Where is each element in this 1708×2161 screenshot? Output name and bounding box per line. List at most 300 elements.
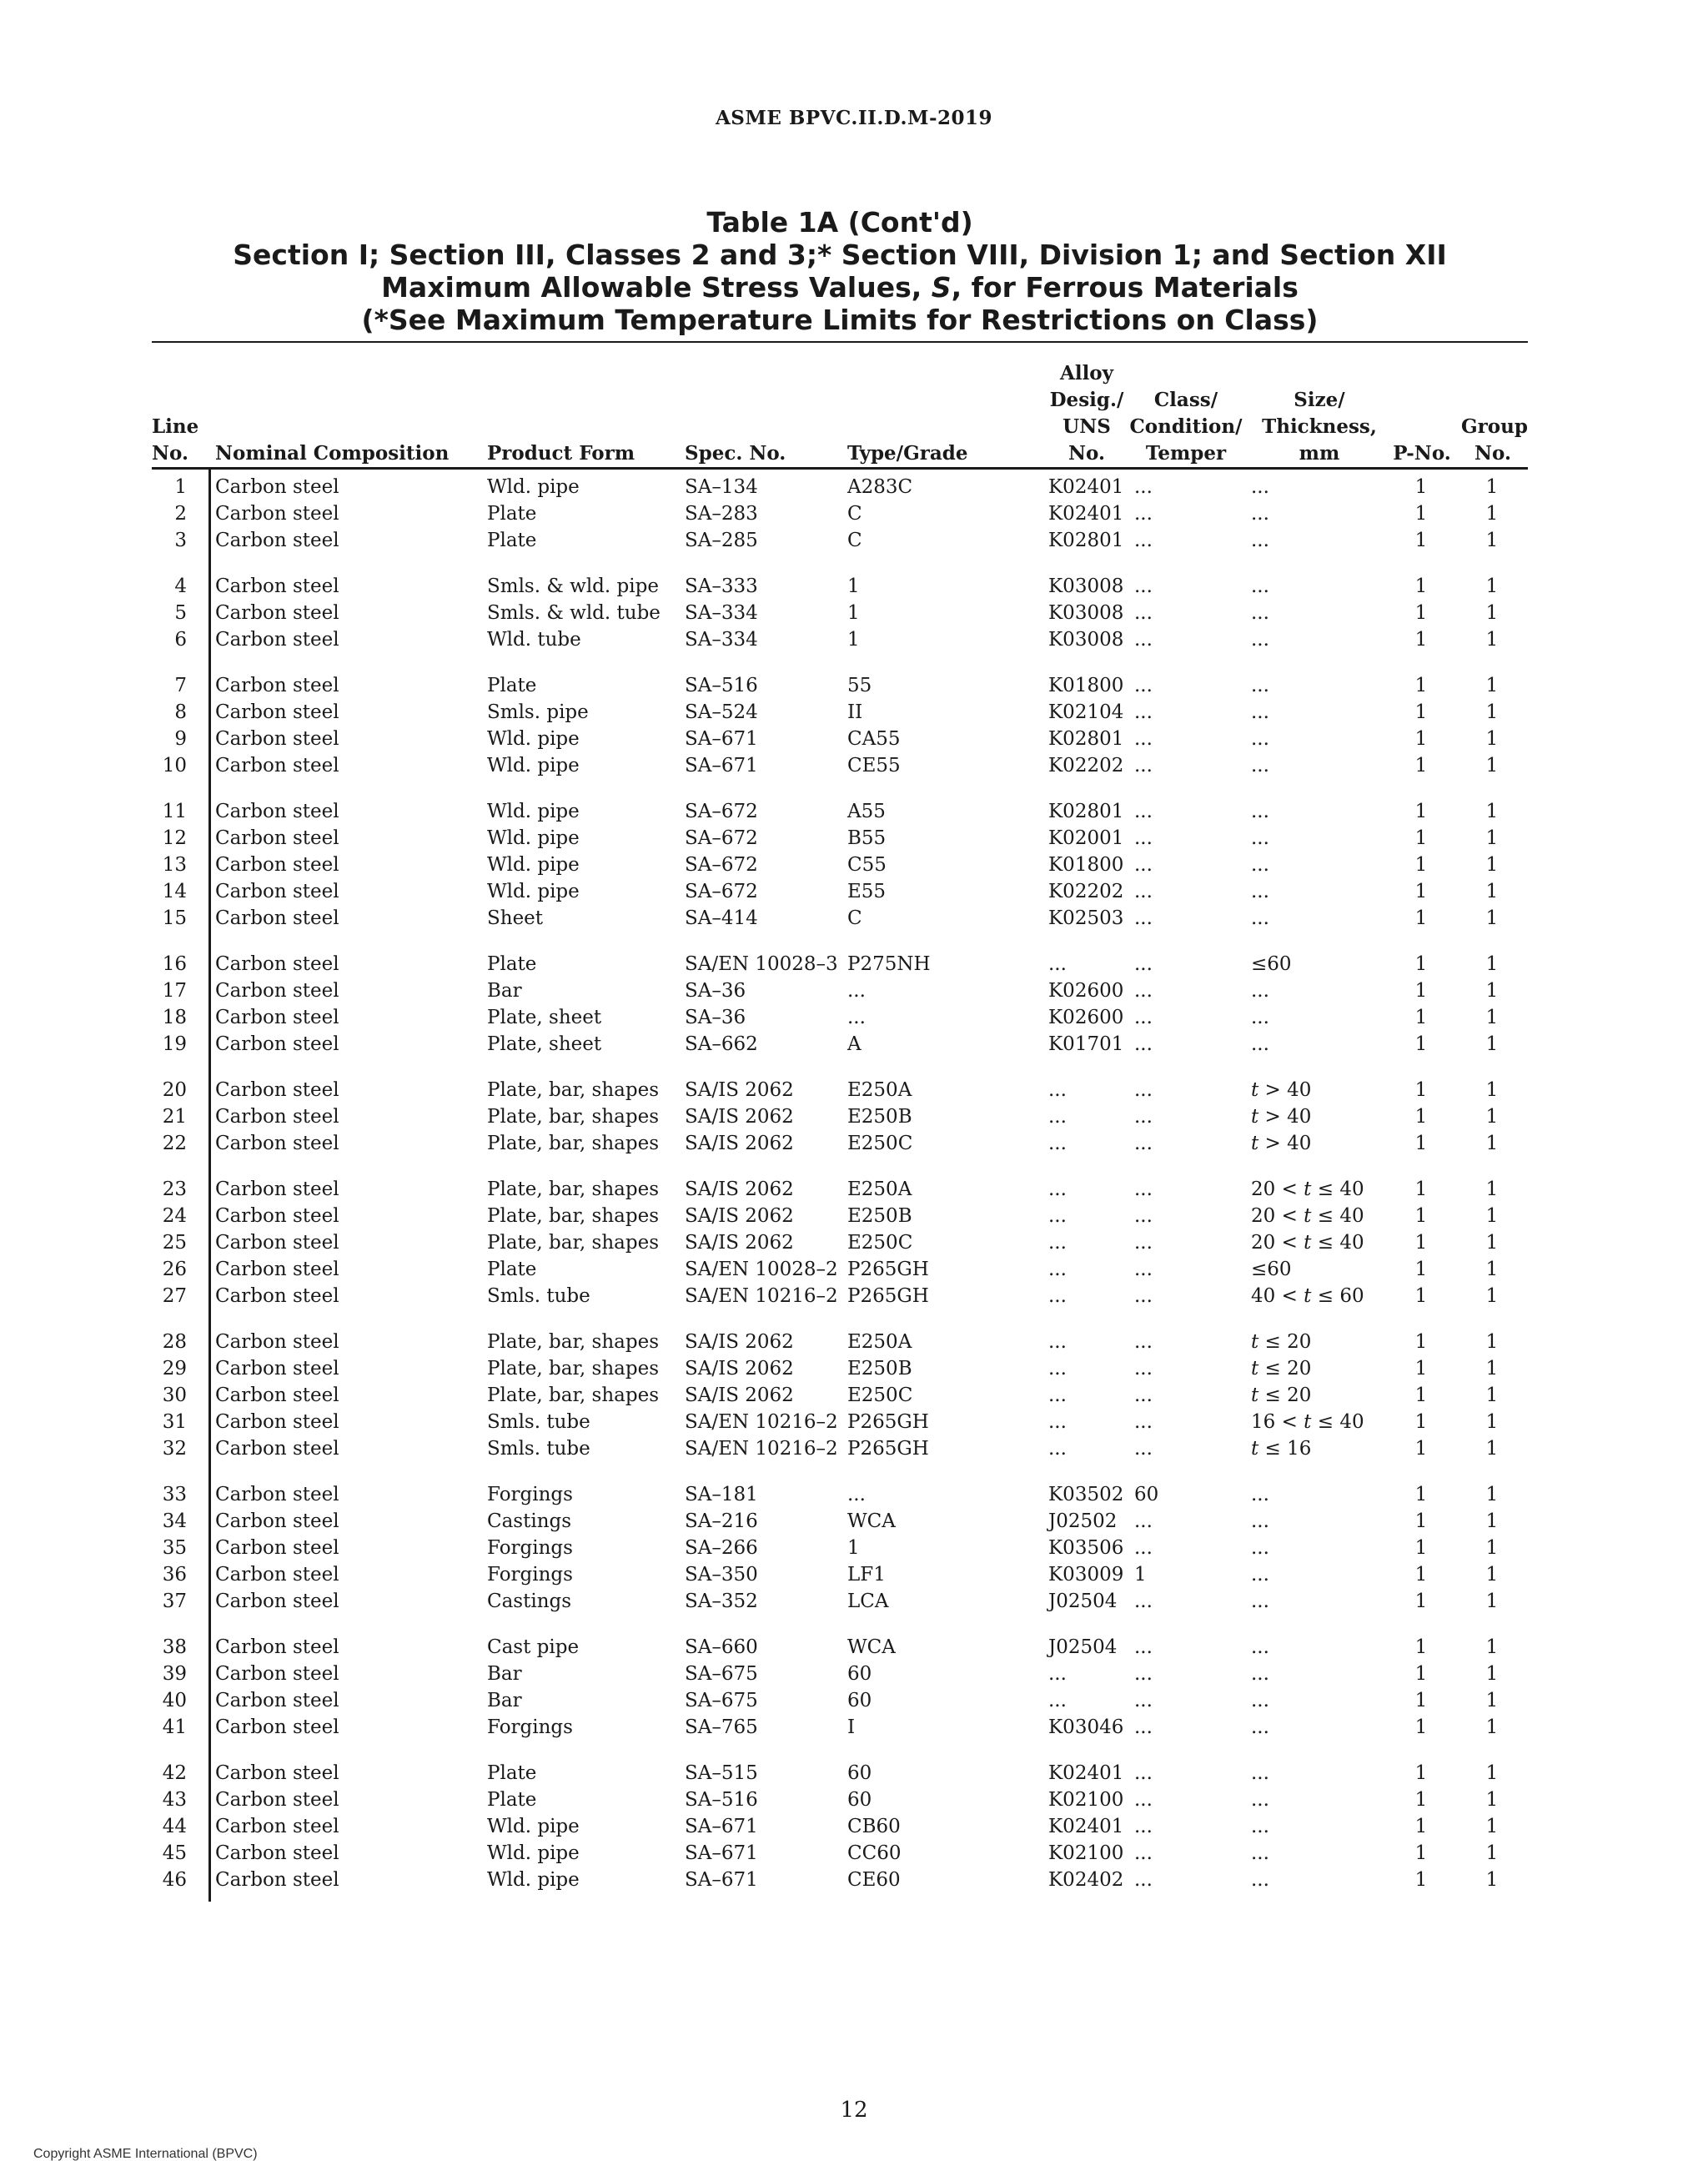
cell-class-condition: ... xyxy=(1134,1663,1153,1685)
cell-spec-no: SA–334 xyxy=(685,602,758,624)
cell-line-no: 10 xyxy=(162,755,187,776)
cell-nominal-composition: Carbon steel xyxy=(215,1411,339,1433)
cell-line-no: 39 xyxy=(162,1663,187,1685)
cell-type-grade: 60 xyxy=(847,1663,872,1685)
cell-nominal-composition: Carbon steel xyxy=(215,1636,339,1658)
cell-class-condition: ... xyxy=(1134,1007,1153,1028)
cell-p-no: 1 xyxy=(1414,1438,1428,1460)
table-title xyxy=(152,206,1528,336)
cell-line-no: 33 xyxy=(162,1484,187,1505)
cell-product-form: Bar xyxy=(487,1690,522,1711)
cell-line-no: 15 xyxy=(162,907,187,929)
cell-p-no: 1 xyxy=(1414,1079,1428,1101)
cell-product-form: Wld. pipe xyxy=(487,755,580,776)
cell-spec-no: SA–671 xyxy=(685,755,758,776)
table-row xyxy=(0,1840,1708,1867)
table-row xyxy=(0,1787,1708,1813)
cell-group-no: 1 xyxy=(1485,1564,1499,1586)
table-row xyxy=(0,672,1708,699)
cell-group-no: 1 xyxy=(1485,1510,1499,1532)
table-row xyxy=(0,1256,1708,1283)
cell-spec-no: SA–662 xyxy=(685,1033,758,1055)
cell-uns-no: K01800 xyxy=(1048,854,1124,876)
cell-product-form: Smls. pipe xyxy=(487,701,589,723)
cell-type-grade: 1 xyxy=(847,575,860,597)
cell-nominal-composition: Carbon steel xyxy=(215,701,339,723)
cell-size-thickness: ... xyxy=(1251,1663,1269,1685)
page-number: 12 xyxy=(840,2098,868,2123)
cell-nominal-composition: Carbon steel xyxy=(215,1033,339,1055)
cell-line-no: 34 xyxy=(162,1510,187,1532)
cell-spec-no: SA–285 xyxy=(685,530,758,551)
cell-class-condition: ... xyxy=(1134,907,1153,929)
cell-line-no: 14 xyxy=(162,881,187,902)
table-title-line-4: (*See Maximum Temperature Limits for Restrictions on Class) xyxy=(361,304,1319,336)
table-row xyxy=(0,1661,1708,1687)
cell-spec-no: SA–352 xyxy=(685,1591,758,1612)
cell-spec-no: SA–414 xyxy=(685,907,758,929)
table-row xyxy=(0,1561,1708,1588)
cell-size-thickness: ... xyxy=(1251,1537,1269,1559)
cell-class-condition: ... xyxy=(1134,801,1153,822)
cell-p-no: 1 xyxy=(1414,1789,1428,1811)
cell-line-no: 6 xyxy=(174,629,187,651)
cell-class-condition: ... xyxy=(1134,530,1153,551)
table-row xyxy=(0,1813,1708,1840)
cell-line-no: 16 xyxy=(162,953,187,975)
cell-product-form: Smls. tube xyxy=(487,1438,590,1460)
cell-nominal-composition: Carbon steel xyxy=(215,1007,339,1028)
cell-line-no: 13 xyxy=(162,854,187,876)
cell-size-thickness: ... xyxy=(1251,728,1269,750)
cell-group-no: 1 xyxy=(1485,854,1499,876)
table-row xyxy=(0,1409,1708,1435)
cell-group-no: 1 xyxy=(1485,980,1499,1002)
cell-group-no: 1 xyxy=(1485,1033,1499,1055)
cell-uns-no: ... xyxy=(1048,1663,1067,1685)
cell-spec-no: SA–675 xyxy=(685,1690,758,1711)
table-row xyxy=(0,1176,1708,1203)
cell-nominal-composition: Carbon steel xyxy=(215,953,339,975)
cell-product-form: Wld. pipe xyxy=(487,827,580,849)
col-header-uns-no xyxy=(1045,360,1128,467)
header-rule xyxy=(152,467,1528,470)
cell-class-condition: ... xyxy=(1134,675,1153,696)
cell-size-thickness: ... xyxy=(1251,980,1269,1002)
cell-group-no: 1 xyxy=(1485,701,1499,723)
cell-product-form: Plate, bar, shapes xyxy=(487,1079,660,1101)
cell-spec-no: SA–672 xyxy=(685,881,758,902)
cell-line-no: 32 xyxy=(162,1438,187,1460)
cell-p-no: 1 xyxy=(1414,575,1428,597)
table-row xyxy=(0,1867,1708,1893)
cell-product-form: Plate, sheet xyxy=(487,1033,602,1055)
cell-uns-no: K03502 xyxy=(1048,1484,1124,1505)
cell-type-grade: I xyxy=(847,1716,856,1738)
cell-product-form: Sheet xyxy=(487,907,544,929)
cell-class-condition: ... xyxy=(1134,1079,1153,1101)
cell-group-no: 1 xyxy=(1485,1789,1499,1811)
cell-size-thickness: ... xyxy=(1251,602,1269,624)
cell-size-thickness: 20 < t ≤ 40 xyxy=(1251,1205,1364,1227)
cell-p-no: 1 xyxy=(1414,1259,1428,1280)
cell-group-no: 1 xyxy=(1485,1133,1499,1154)
cell-uns-no: K03046 xyxy=(1048,1716,1124,1738)
cell-line-no: 36 xyxy=(162,1564,187,1586)
cell-type-grade: E250A xyxy=(847,1331,912,1353)
col-header-type-grade xyxy=(847,440,967,467)
cell-class-condition: ... xyxy=(1134,1358,1153,1380)
col-header-text: Product Form xyxy=(487,442,635,465)
cell-p-no: 1 xyxy=(1414,1762,1428,1784)
cell-p-no: 1 xyxy=(1414,755,1428,776)
cell-uns-no: ... xyxy=(1048,1690,1067,1711)
table-row xyxy=(0,1481,1708,1508)
table-row xyxy=(0,1634,1708,1661)
cell-size-thickness: ... xyxy=(1251,1564,1269,1586)
cell-type-grade: P265GH xyxy=(847,1285,929,1307)
cell-nominal-composition: Carbon steel xyxy=(215,1842,339,1864)
cell-size-thickness: t ≤ 20 xyxy=(1251,1358,1312,1380)
cell-class-condition: ... xyxy=(1134,1259,1153,1280)
cell-uns-no: K02401 xyxy=(1048,476,1124,498)
cell-nominal-composition: Carbon steel xyxy=(215,881,339,902)
cell-p-no: 1 xyxy=(1414,881,1428,902)
cell-type-grade: E250A xyxy=(847,1079,912,1101)
cell-class-condition: ... xyxy=(1134,1816,1153,1837)
cell-line-no: 18 xyxy=(162,1007,187,1028)
cell-type-grade: C xyxy=(847,503,862,525)
cell-group-no: 1 xyxy=(1485,503,1499,525)
copyright-notice: Copyright ASME International (BPVC) xyxy=(33,2147,258,2161)
cell-line-no: 45 xyxy=(162,1842,187,1864)
col-header-text: Thickness, xyxy=(1262,415,1377,438)
cell-size-thickness: ≤60 xyxy=(1251,1259,1292,1280)
cell-uns-no: K01701 xyxy=(1048,1033,1124,1055)
cell-nominal-composition: Carbon steel xyxy=(215,1133,339,1154)
cell-product-form: Wld. tube xyxy=(487,629,581,651)
cell-p-no: 1 xyxy=(1414,1690,1428,1711)
cell-type-grade: ... xyxy=(847,1484,866,1505)
cell-p-no: 1 xyxy=(1414,854,1428,876)
table-row xyxy=(0,1229,1708,1256)
cell-class-condition: ... xyxy=(1134,854,1153,876)
cell-product-form: Plate, bar, shapes xyxy=(487,1232,660,1254)
cell-product-form: Wld. pipe xyxy=(487,476,580,498)
cell-uns-no: ... xyxy=(1048,1079,1067,1101)
cell-p-no: 1 xyxy=(1414,907,1428,929)
cell-product-form: Castings xyxy=(487,1591,572,1612)
cell-group-no: 1 xyxy=(1485,1537,1499,1559)
table-row xyxy=(0,726,1708,752)
cell-size-thickness: t > 40 xyxy=(1251,1106,1312,1128)
cell-product-form: Plate, bar, shapes xyxy=(487,1385,660,1406)
cell-uns-no: ... xyxy=(1048,1133,1067,1154)
cell-size-thickness: ... xyxy=(1251,1842,1269,1864)
cell-nominal-composition: Carbon steel xyxy=(215,1232,339,1254)
cell-uns-no: K02801 xyxy=(1048,530,1124,551)
cell-type-grade: E250C xyxy=(847,1385,913,1406)
cell-class-condition: ... xyxy=(1134,1331,1153,1353)
cell-line-no: 27 xyxy=(162,1285,187,1307)
cell-type-grade: 60 xyxy=(847,1690,872,1711)
cell-product-form: Smls. & wld. pipe xyxy=(487,575,659,597)
cell-spec-no: SA–334 xyxy=(685,629,758,651)
cell-class-condition: ... xyxy=(1134,1033,1153,1055)
cell-size-thickness: ... xyxy=(1251,701,1269,723)
cell-p-no: 1 xyxy=(1414,801,1428,822)
cell-nominal-composition: Carbon steel xyxy=(215,629,339,651)
col-header-spec-no xyxy=(685,440,786,467)
cell-uns-no: K02202 xyxy=(1048,881,1124,902)
cell-line-no: 11 xyxy=(162,801,187,822)
table-row xyxy=(0,1714,1708,1741)
cell-p-no: 1 xyxy=(1414,503,1428,525)
cell-product-form: Wld. pipe xyxy=(487,1816,580,1837)
cell-nominal-composition: Carbon steel xyxy=(215,1869,339,1891)
cell-group-no: 1 xyxy=(1485,1285,1499,1307)
cell-group-no: 1 xyxy=(1485,1411,1499,1433)
table-row xyxy=(0,1077,1708,1103)
cell-p-no: 1 xyxy=(1414,1285,1428,1307)
cell-p-no: 1 xyxy=(1414,1205,1428,1227)
cell-product-form: Castings xyxy=(487,1510,572,1532)
cell-line-no: 21 xyxy=(162,1106,187,1128)
cell-product-form: Plate xyxy=(487,953,537,975)
cell-line-no: 44 xyxy=(162,1816,187,1837)
cell-group-no: 1 xyxy=(1485,1007,1499,1028)
cell-line-no: 41 xyxy=(162,1716,187,1738)
cell-p-no: 1 xyxy=(1414,1537,1428,1559)
table-row xyxy=(0,527,1708,554)
table-row xyxy=(0,626,1708,653)
cell-type-grade: 1 xyxy=(847,602,860,624)
cell-line-no: 9 xyxy=(174,728,187,750)
table-row xyxy=(0,1435,1708,1462)
title-rule xyxy=(152,341,1528,343)
cell-spec-no: SA/EN 10216–2 xyxy=(685,1438,838,1460)
cell-uns-no: K02401 xyxy=(1048,503,1124,525)
cell-nominal-composition: Carbon steel xyxy=(215,1079,339,1101)
table-row xyxy=(0,1687,1708,1714)
cell-spec-no: SA/IS 2062 xyxy=(685,1232,794,1254)
cell-product-form: Wld. pipe xyxy=(487,728,580,750)
cell-class-condition: ... xyxy=(1134,602,1153,624)
cell-class-condition: ... xyxy=(1134,575,1153,597)
cell-uns-no: K02100 xyxy=(1048,1842,1124,1864)
cell-type-grade: ... xyxy=(847,1007,866,1028)
cell-product-form: Wld. pipe xyxy=(487,801,580,822)
cell-class-condition: ... xyxy=(1134,1690,1153,1711)
col-header-text: Type/Grade xyxy=(847,442,968,465)
cell-line-no: 20 xyxy=(162,1079,187,1101)
cell-line-no: 5 xyxy=(174,602,187,624)
col-header-text: No. xyxy=(152,442,188,465)
cell-product-form: Forgings xyxy=(487,1537,573,1559)
cell-size-thickness: ... xyxy=(1251,530,1269,551)
cell-p-no: 1 xyxy=(1414,1385,1428,1406)
cell-group-no: 1 xyxy=(1485,1358,1499,1380)
cell-nominal-composition: Carbon steel xyxy=(215,1564,339,1586)
col-header-line-no xyxy=(152,414,198,467)
cell-spec-no: SA/IS 2062 xyxy=(685,1331,794,1353)
cell-line-no: 19 xyxy=(162,1033,187,1055)
cell-group-no: 1 xyxy=(1485,728,1499,750)
cell-size-thickness: ... xyxy=(1251,1636,1269,1658)
cell-nominal-composition: Carbon steel xyxy=(215,1816,339,1837)
col-header-text: Nominal Composition xyxy=(215,442,450,465)
cell-type-grade: A283C xyxy=(847,476,913,498)
cell-size-thickness: t > 40 xyxy=(1251,1133,1312,1154)
cell-line-no: 40 xyxy=(162,1690,187,1711)
cell-size-thickness: ... xyxy=(1251,1591,1269,1612)
cell-uns-no: K02001 xyxy=(1048,827,1124,849)
cell-size-thickness: ... xyxy=(1251,755,1269,776)
cell-product-form: Forgings xyxy=(487,1716,573,1738)
cell-p-no: 1 xyxy=(1414,1106,1428,1128)
cell-group-no: 1 xyxy=(1485,1636,1499,1658)
cell-line-no: 7 xyxy=(174,675,187,696)
cell-class-condition: ... xyxy=(1134,629,1153,651)
cell-group-no: 1 xyxy=(1485,1690,1499,1711)
cell-p-no: 1 xyxy=(1414,1033,1428,1055)
cell-size-thickness: 20 < t ≤ 40 xyxy=(1251,1232,1364,1254)
cell-line-no: 43 xyxy=(162,1789,187,1811)
cell-nominal-composition: Carbon steel xyxy=(215,907,339,929)
cell-line-no: 26 xyxy=(162,1259,187,1280)
cell-product-form: Smls. & wld. tube xyxy=(487,602,661,624)
cell-size-thickness: ... xyxy=(1251,1484,1269,1505)
cell-product-form: Smls. tube xyxy=(487,1411,590,1433)
cell-uns-no: ... xyxy=(1048,1285,1067,1307)
cell-p-no: 1 xyxy=(1414,827,1428,849)
cell-type-grade: E250A xyxy=(847,1178,912,1200)
cell-product-form: Forgings xyxy=(487,1484,573,1505)
cell-nominal-composition: Carbon steel xyxy=(215,1178,339,1200)
cell-class-condition: ... xyxy=(1134,1133,1153,1154)
table-row xyxy=(0,1329,1708,1355)
cell-line-no: 22 xyxy=(162,1133,187,1154)
col-header-text: Line xyxy=(152,415,199,438)
cell-line-no: 2 xyxy=(174,503,187,525)
cell-spec-no: SA–350 xyxy=(685,1564,758,1586)
cell-type-grade: CB60 xyxy=(847,1816,901,1837)
cell-size-thickness: 40 < t ≤ 60 xyxy=(1251,1285,1364,1307)
cell-size-thickness: ... xyxy=(1251,1716,1269,1738)
cell-size-thickness: ... xyxy=(1251,1510,1269,1532)
cell-type-grade: E250C xyxy=(847,1232,913,1254)
table-row xyxy=(0,752,1708,779)
cell-type-grade: WCA xyxy=(847,1636,896,1658)
cell-group-no: 1 xyxy=(1485,1762,1499,1784)
cell-spec-no: SA/IS 2062 xyxy=(685,1205,794,1227)
cell-product-form: Cast pipe xyxy=(487,1636,580,1658)
cell-class-condition: ... xyxy=(1134,476,1153,498)
cell-spec-no: SA–660 xyxy=(685,1636,758,1658)
col-header-text: Temper xyxy=(1145,442,1227,465)
cell-size-thickness: ... xyxy=(1251,575,1269,597)
cell-type-grade: C xyxy=(847,907,862,929)
table-row xyxy=(0,905,1708,932)
cell-p-no: 1 xyxy=(1414,1842,1428,1864)
cell-size-thickness: t ≤ 20 xyxy=(1251,1385,1312,1406)
cell-group-no: 1 xyxy=(1485,1205,1499,1227)
cell-p-no: 1 xyxy=(1414,1716,1428,1738)
cell-class-condition: ... xyxy=(1134,1591,1153,1612)
table-row xyxy=(0,798,1708,825)
cell-group-no: 1 xyxy=(1485,1591,1499,1612)
cell-nominal-composition: Carbon steel xyxy=(215,1358,339,1380)
cell-class-condition: ... xyxy=(1134,1205,1153,1227)
cell-uns-no: K02100 xyxy=(1048,1789,1124,1811)
cell-uns-no: ... xyxy=(1048,1411,1067,1433)
cell-line-no: 35 xyxy=(162,1537,187,1559)
cell-size-thickness: ... xyxy=(1251,675,1269,696)
cell-group-no: 1 xyxy=(1485,1438,1499,1460)
cell-uns-no: K02600 xyxy=(1048,980,1124,1002)
table-body xyxy=(0,474,1708,1893)
col-header-text: Group xyxy=(1461,415,1528,438)
cell-class-condition: 60 xyxy=(1134,1484,1159,1505)
cell-product-form: Wld. pipe xyxy=(487,881,580,902)
cell-uns-no: ... xyxy=(1048,1178,1067,1200)
table-title-line-1: Table 1A (Cont'd) xyxy=(706,206,973,239)
cell-p-no: 1 xyxy=(1414,701,1428,723)
cell-p-no: 1 xyxy=(1414,1133,1428,1154)
cell-nominal-composition: Carbon steel xyxy=(215,1205,339,1227)
cell-type-grade: P275NH xyxy=(847,953,931,975)
cell-nominal-composition: Carbon steel xyxy=(215,1285,339,1307)
cell-spec-no: SA–516 xyxy=(685,675,758,696)
table-row xyxy=(0,1508,1708,1535)
cell-spec-no: SA–675 xyxy=(685,1663,758,1685)
cell-group-no: 1 xyxy=(1485,1716,1499,1738)
cell-group-no: 1 xyxy=(1485,1816,1499,1837)
cell-nominal-composition: Carbon steel xyxy=(215,827,339,849)
cell-nominal-composition: Carbon steel xyxy=(215,755,339,776)
cell-product-form: Bar xyxy=(487,980,522,1002)
cell-nominal-composition: Carbon steel xyxy=(215,728,339,750)
cell-spec-no: SA/IS 2062 xyxy=(685,1133,794,1154)
col-header-text: Desig./ xyxy=(1049,389,1124,411)
cell-product-form: Plate, sheet xyxy=(487,1007,602,1028)
cell-type-grade: 1 xyxy=(847,1537,860,1559)
cell-group-no: 1 xyxy=(1485,801,1499,822)
cell-size-thickness: t ≤ 20 xyxy=(1251,1331,1312,1353)
cell-uns-no: K02104 xyxy=(1048,701,1124,723)
cell-size-thickness: ... xyxy=(1251,1007,1269,1028)
cell-class-condition: ... xyxy=(1134,1789,1153,1811)
cell-p-no: 1 xyxy=(1414,675,1428,696)
cell-uns-no: K03008 xyxy=(1048,602,1124,624)
cell-p-no: 1 xyxy=(1414,728,1428,750)
cell-uns-no: J02502 xyxy=(1048,1510,1118,1532)
cell-nominal-composition: Carbon steel xyxy=(215,602,339,624)
table-row xyxy=(0,1103,1708,1130)
cell-size-thickness: ... xyxy=(1251,854,1269,876)
cell-spec-no: SA–671 xyxy=(685,728,758,750)
cell-spec-no: SA–671 xyxy=(685,1816,758,1837)
cell-spec-no: SA–515 xyxy=(685,1762,758,1784)
document-header: ASME BPVC.II.D.M-2019 xyxy=(715,107,993,129)
cell-p-no: 1 xyxy=(1414,1007,1428,1028)
cell-product-form: Forgings xyxy=(487,1564,573,1586)
cell-product-form: Plate, bar, shapes xyxy=(487,1178,660,1200)
cell-spec-no: SA–524 xyxy=(685,701,758,723)
table-row xyxy=(0,1004,1708,1031)
cell-group-no: 1 xyxy=(1485,1331,1499,1353)
cell-size-thickness: ... xyxy=(1251,881,1269,902)
